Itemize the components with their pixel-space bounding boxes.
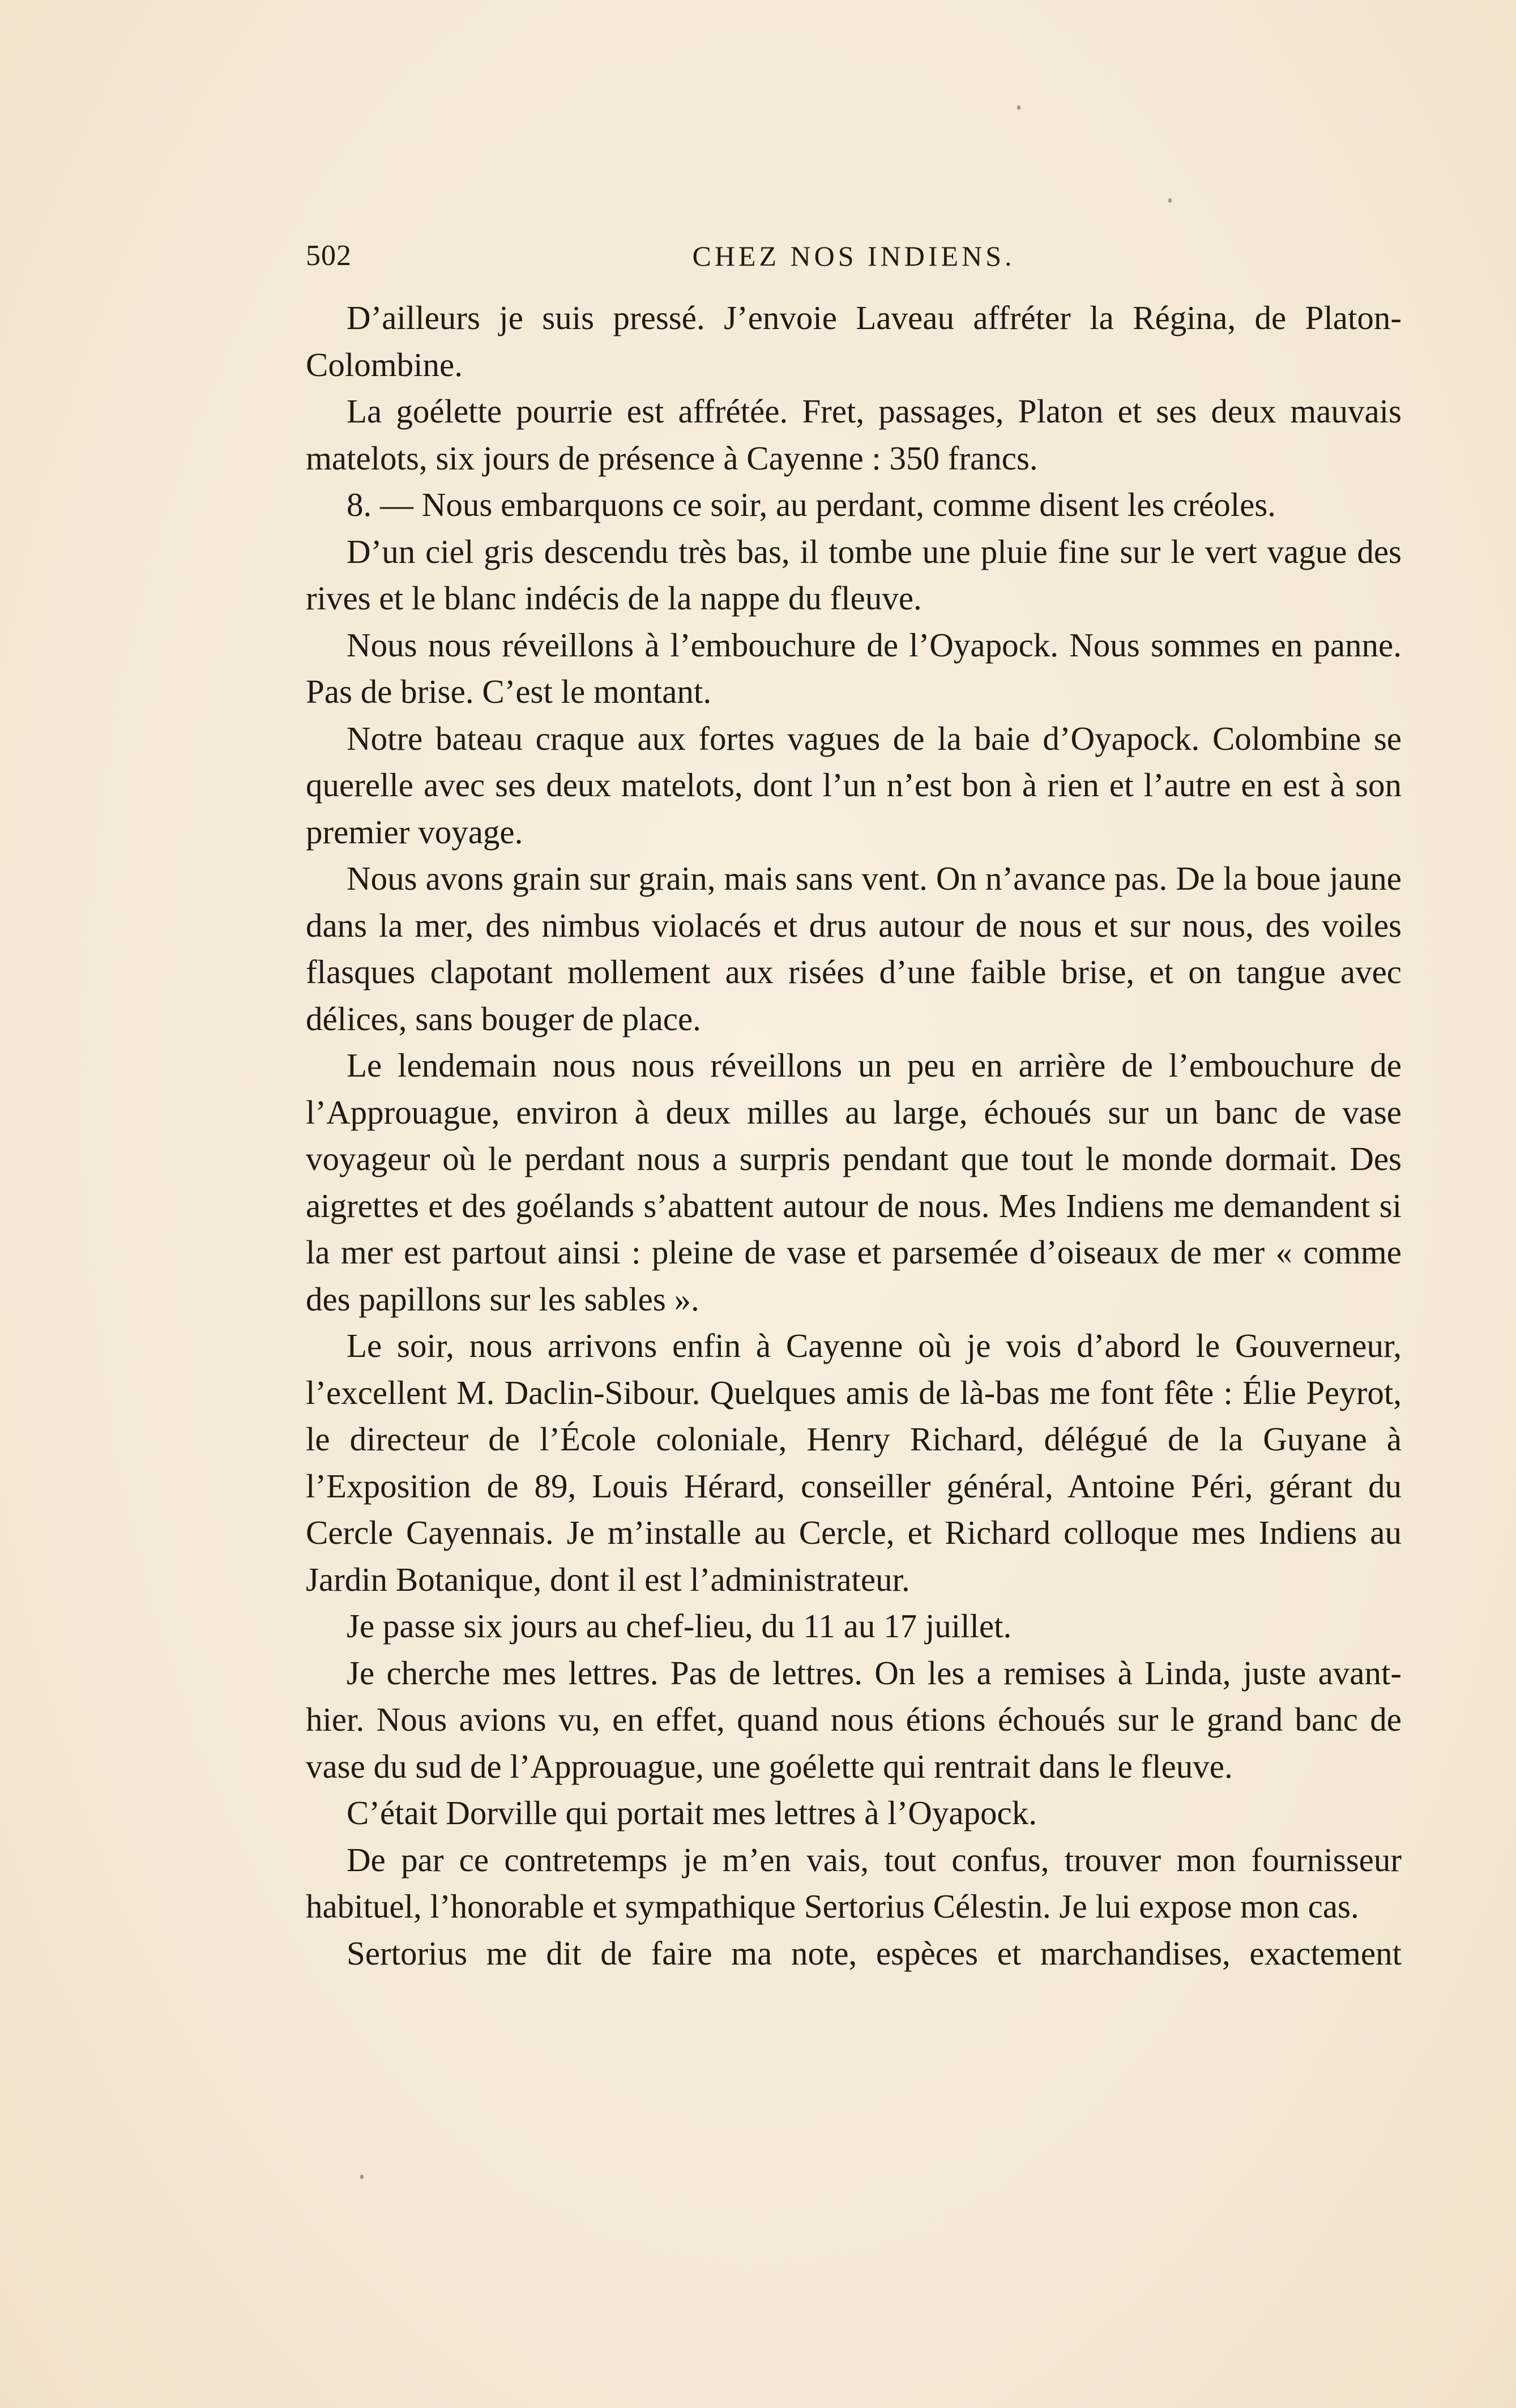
paragraph: D’un ciel gris descendu très bas, il tombe une pluie fine sur le vert vague des rives et le blanc indécis de la nappe du fleuve.: [306, 532, 1402, 617]
paragraph: Je cherche mes lettres. Pas de lettres. On les a remises à Linda, juste avant-hier. Nous avions vu, en effet, quand nous étions échoués sur le grand banc de vase du sud de l’Approuague, une goélette qui rentrait dans le fleuve.: [306, 1654, 1402, 1785]
paper-speck: [360, 2175, 364, 2179]
paragraph: Nous nous réveillons à l’embouchure de l’Oyapock. Nous sommes en panne. Pas de brise. C’est le montant.: [306, 626, 1402, 710]
paragraph: D’ailleurs je suis pressé. J’envoie Laveau affréter la Régina, de Platon-Colombine.: [306, 299, 1402, 383]
body-text: [306, 294, 1402, 1976]
paragraph: Nous avons grain sur grain, mais sans vent. On n’avance pas. De la boue jaune dans la mer, des nimbus violacés et drus autour de nous et sur nous, des voiles flasques clapotant mollement aux risées d’une faible brise, et on tangue avec délices, sans bouger de place.: [306, 860, 1402, 1038]
page-header: [306, 233, 1402, 279]
paragraph: Je passe six jours au chef-lieu, du 11 au 17 juillet.: [347, 1607, 1012, 1645]
page-number: 502: [306, 240, 352, 272]
paragraph: 8. — Nous embarquons ce soir, au perdant, comme disent les créoles.: [347, 486, 1276, 523]
paragraph: De par ce contretemps je m’en vais, tout confus, trouver mon fournisseur habituel, l’honorable et sympathique Sertorius Célestin. Je lui expose mon cas.: [306, 1841, 1402, 1925]
paragraph: Le soir, nous arrivons enfin à Cayenne où je vois d’abord le Gouverneur, l’excellent M. Daclin-Sibour. Quelques amis de là-bas me font fête : Élie Peyrot, le directeur de l’École coloniale, Henry Richard, délégué de la Guyane à l’Exposition de 89, Louis Hérard, conseiller général, Antoine Péri, gérant du Cercle Cayennais. Je m’installe au Cercle, et Richard colloque mes Indiens au Jardin Botanique, dont il est l’administrateur.: [306, 1327, 1402, 1598]
paper-speck: [1017, 105, 1020, 110]
paragraph: Le lendemain nous nous réveillons un peu en arrière de l’embouchure de l’Approuague, environ à deux milles au large, échoués sur un banc de vase voyageur où le perdant nous a surpris pendant que tout le monde dormait. Des aigrettes et des goélands s’abattent autour de nous. Mes Indiens me demandent si la mer est partout ainsi : pleine de vase et parsemée d’oiseaux de mer « comme des papillons sur les sables ».: [306, 1047, 1402, 1318]
paragraph: La goélette pourrie est affrétée. Fret, passages, Platon et ses deux mauvais matelots, six jours de présence à Cayenne : 350 francs.: [306, 392, 1402, 477]
paragraph: C’était Dorville qui portait mes lettres à l’Oyapock.: [347, 1794, 1037, 1831]
paragraph: Sertorius me dit de faire ma note, espèces et marchandises, exactement: [347, 1934, 1402, 1972]
running-title: CHEZ NOS INDIENS.: [692, 240, 1015, 272]
paper-speck: [1168, 198, 1172, 203]
paragraph: Notre bateau craque aux fortes vagues de la baie d’Oyapock. Colombine se querelle avec ses deux matelots, dont l’un n’est bon à rien et l’autre en est à son premier voyage.: [306, 719, 1402, 851]
